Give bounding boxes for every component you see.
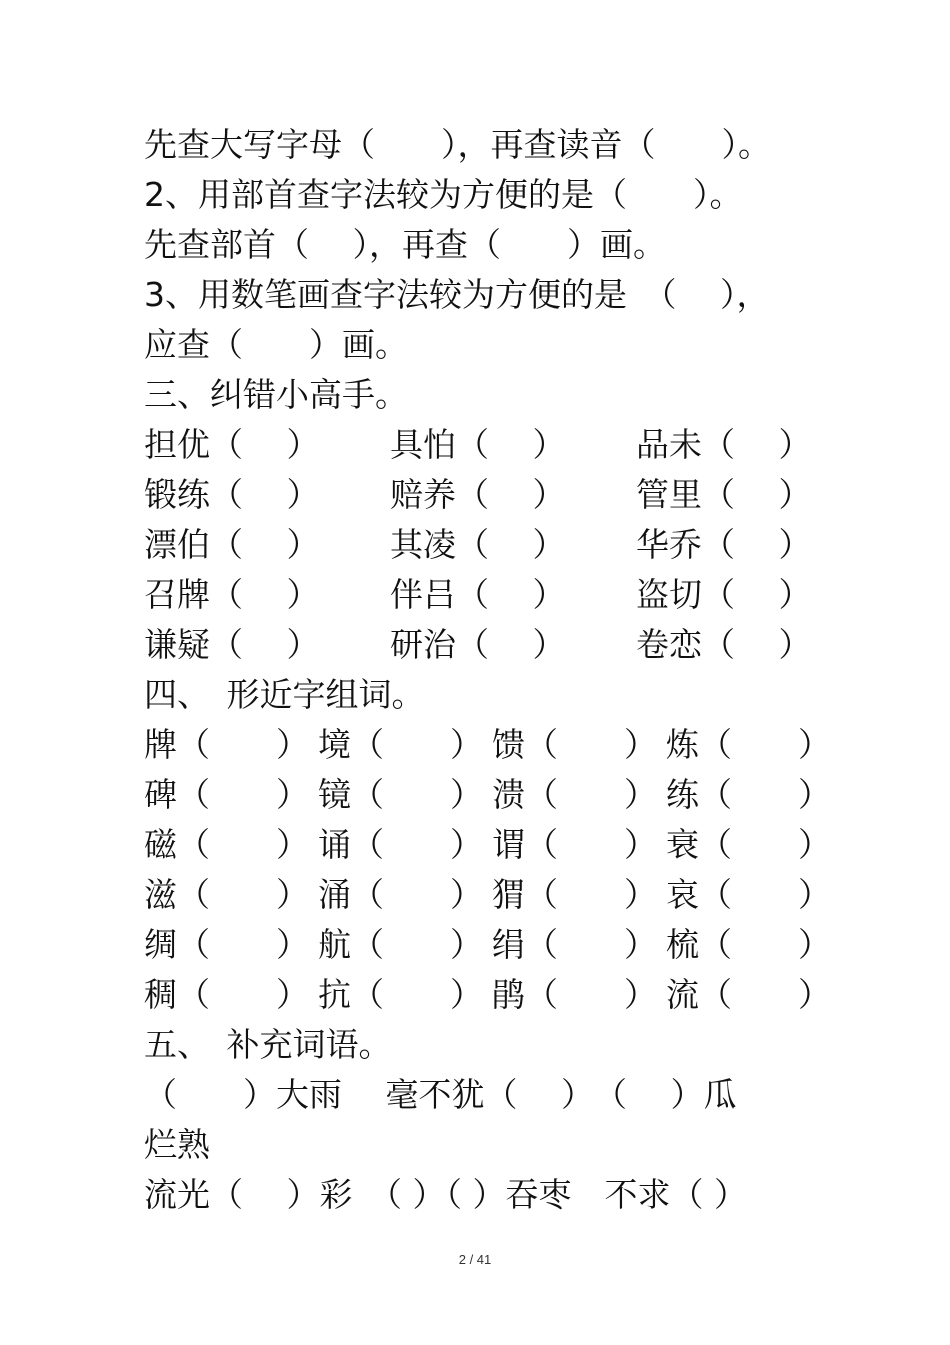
section-4-row — [144, 970, 831, 1020]
idiom-line: （ ）大雨 毫不犹（ ） （ ）瓜 — [144, 1075, 737, 1114]
section-3-row — [144, 420, 812, 470]
section-4-row — [144, 770, 831, 820]
section-4-row — [144, 720, 831, 770]
section-4-row — [144, 870, 831, 920]
section-4-title: 四、 形近字组词。 — [144, 675, 425, 714]
word-item: 炼（ ） — [666, 725, 831, 764]
correction-item: 具怕（ ） — [390, 425, 566, 464]
word-item: 境（ ） — [318, 725, 483, 764]
correction-item: 盗切（ ） — [636, 575, 812, 614]
word-item: 绸（ ） — [144, 925, 309, 964]
text-line: 先查部首（ ），再查（ ）画。 — [144, 225, 666, 264]
word-item: 馈（ ） — [492, 725, 657, 764]
section-3-grid — [144, 420, 812, 670]
section-3-title: 三、纠错小高手。 — [144, 375, 408, 414]
section-5-title: 五、 补充词语。 — [144, 1025, 392, 1064]
word-item: 滋（ ） — [144, 875, 309, 914]
word-item: 猬（ ） — [492, 875, 657, 914]
word-item: 梳（ ） — [666, 925, 831, 964]
word-item: 牌（ ） — [144, 725, 309, 764]
correction-item: 锻练（ ） — [144, 475, 320, 514]
word-item: 溃（ ） — [492, 775, 657, 814]
question-3: 3、用数笔画查字法较为方便的是 （ ）， — [144, 275, 770, 314]
correction-item: 品未（ ） — [636, 425, 812, 464]
question-2: 2、用部首查字法较为方便的是（ ）。 — [144, 175, 743, 214]
section-3-row — [144, 620, 812, 670]
word-item: 航（ ） — [318, 925, 483, 964]
correction-item: 卷恋（ ） — [636, 625, 812, 664]
section-4-row — [144, 820, 831, 870]
section-4-grid — [144, 720, 831, 1020]
word-item: 绢（ ） — [492, 925, 657, 964]
word-item: 衰（ ） — [666, 825, 831, 864]
correction-item: 谦疑（ ） — [144, 625, 320, 664]
section-3-row — [144, 520, 812, 570]
section-4-row — [144, 920, 831, 970]
word-item: 诵（ ） — [318, 825, 483, 864]
word-item: 练（ ） — [666, 775, 831, 814]
word-item: 镜（ ） — [318, 775, 483, 814]
text-line: 先查大写字母（ ），再查读音（ ）。 — [144, 125, 771, 164]
correction-item: 管里（ ） — [636, 475, 812, 514]
correction-item: 华乔（ ） — [636, 525, 812, 564]
word-item: 稠（ ） — [144, 975, 309, 1014]
correction-item: 其凌（ ） — [390, 525, 566, 564]
correction-item: 漂伯（ ） — [144, 525, 320, 564]
text-line: 应查（ ）画。 — [144, 325, 408, 364]
page-indicator: 2 / 41 — [458, 1252, 492, 1267]
word-item: 碑（ ） — [144, 775, 309, 814]
word-item: 鹃（ ） — [492, 975, 657, 1014]
section-3-row — [144, 470, 812, 520]
idiom-line: 流光（ ）彩 （ ）（ ）吞枣 不求（ ） — [144, 1175, 747, 1214]
section-3-row — [144, 570, 812, 620]
word-item: 谓（ ） — [492, 825, 657, 864]
correction-item: 赔养（ ） — [390, 475, 566, 514]
correction-item: 伴吕（ ） — [390, 575, 566, 614]
page-content — [144, 120, 831, 1220]
word-item: 磁（ ） — [144, 825, 309, 864]
word-item: 流（ ） — [666, 975, 831, 1014]
word-item: 哀（ ） — [666, 875, 831, 914]
word-item: 抗（ ） — [318, 975, 483, 1014]
word-item: 涌（ ） — [318, 875, 483, 914]
correction-item: 研治（ ） — [390, 625, 566, 664]
correction-item: 召牌（ ） — [144, 575, 320, 614]
idiom-line: 烂熟 — [144, 1125, 210, 1164]
correction-item: 担优（ ） — [144, 425, 320, 464]
